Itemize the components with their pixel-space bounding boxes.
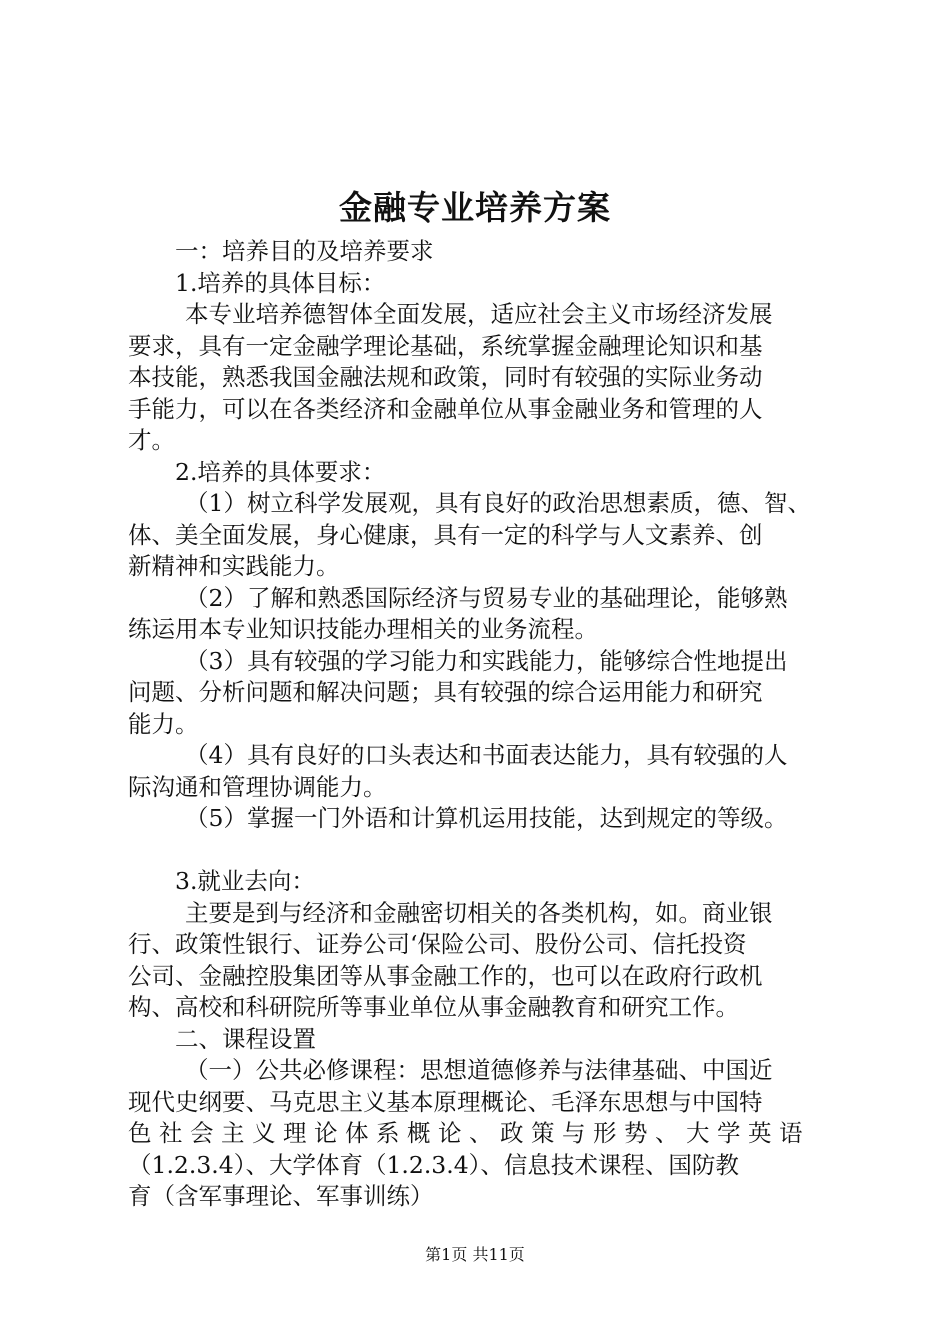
- paragraph-line: 手能力，可以在各类经济和金融单位从事金融业务和管理的人: [128, 394, 763, 423]
- document-body: [128, 236, 834, 1213]
- page-footer: 第1页 共11页: [425, 1245, 525, 1264]
- paragraph-line: 要求，具有一定金融学理论基础，系统掌握金融理论知识和基: [128, 331, 763, 360]
- page-title: 金融专业培养方案: [339, 188, 611, 227]
- paragraph-line: （一）公共必修课程：思想道德修养与法律基础、中国近: [185, 1056, 773, 1084]
- list-item-line: （1）树立科学发展观，具有良好的政治思想素质，德、智、: [185, 489, 811, 517]
- list-item-line: 体、美全面发展，身心健康，具有一定的科学与人文素养、创: [128, 520, 763, 549]
- list-item-line: （4）具有良好的口头表达和书面表达能力，具有较强的人: [185, 741, 788, 769]
- paragraph-line: 现代史纲要、马克思主义基本原理概论、毛泽东思想与中国特: [128, 1087, 763, 1116]
- blank-line: [128, 835, 834, 867]
- paragraph-line: 主要是到与经济和金融密切相关的各类机构，如。商业银: [185, 898, 773, 927]
- paragraph-line: 才。: [128, 426, 175, 454]
- list-item-line: 际沟通和管理协调能力。: [128, 772, 387, 801]
- subheading-employment: 3.就业去向：: [175, 867, 315, 895]
- paragraph-line: 本专业培养德智体全面发展，适应社会主义市场经济发展: [185, 300, 773, 328]
- list-item-line: （3）具有较强的学习能力和实践能力，能够综合性地提出: [185, 646, 788, 675]
- list-item-line: （2）了解和熟悉国际经济与贸易专业的基础理论，能够熟: [185, 583, 788, 612]
- subheading-requirements: 2.培养的具体要求：: [175, 457, 386, 486]
- paragraph-line: 公司、金融控股集团等从事金融工作的，也可以在政府行政机: [128, 961, 763, 990]
- paragraph-line: 色社会主义理论体系概论、政策与形势、大学英语: [128, 1119, 810, 1147]
- paragraph-line: 育（含军事理论、军事训练）: [128, 1182, 434, 1210]
- list-item-line: 能力。: [128, 709, 199, 738]
- paragraph-line: 本技能，熟悉我国金融法规和政策，同时有较强的实际业务动: [128, 363, 763, 391]
- paragraph-line: （1.2.3.4）、大学体育（1.2.3.4）、信息技术课程、国防教: [128, 1150, 739, 1179]
- subheading-goals: 1.培养的具体目标：: [175, 268, 386, 297]
- list-item-line: 问题、分析问题和解决问题；具有较强的综合运用能力和研究: [128, 678, 763, 706]
- list-item-line: （5）掌握一门外语和计算机运用技能，达到规定的等级。: [185, 804, 788, 832]
- paragraph-line: 行、政策性银行、证券公司‘保险公司、股份公司、信托投资: [128, 930, 747, 958]
- paragraph-line: 构、高校和科研院所等事业单位从事金融教育和研究工作。: [128, 993, 739, 1021]
- list-item-line: 新精神和实践能力。: [128, 552, 340, 580]
- section-heading-2: 二、课程设置: [175, 1024, 316, 1053]
- list-item-line: 练运用本专业知识技能办理相关的业务流程。: [128, 615, 598, 643]
- section-heading-1: 一：培养目的及培养要求: [175, 237, 434, 265]
